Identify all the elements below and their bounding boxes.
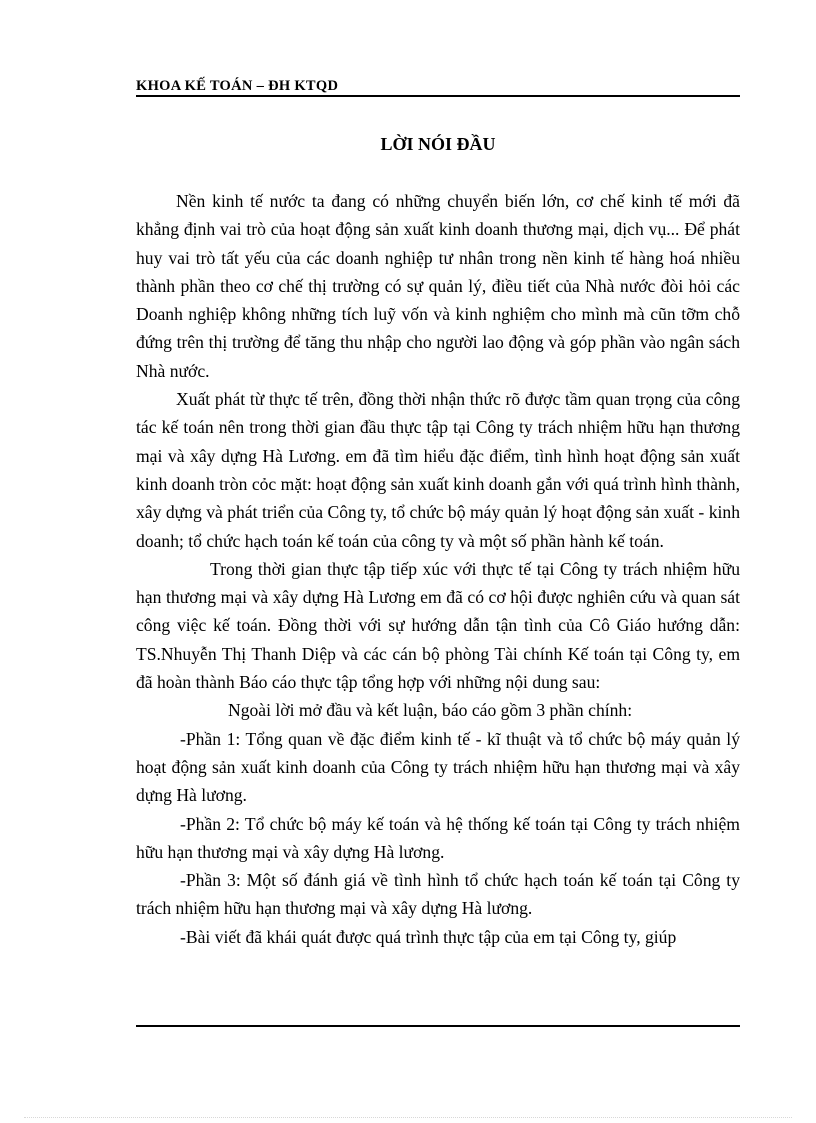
list-item-part-2: -Phần 2: Tổ chức bộ máy kế toán và hệ thống kế toán tại Công ty trách nhiệm hữu hạn thương mại và xây dựng Hà lương. <box>136 813 740 862</box>
paragraph-background: Xuất phát từ thực tế trên, đồng thời nhận thức rõ được tầm quan trọng của công tác kế toán nên trong thời gian đầu thực tập tại Công ty trách nhiệm hữu hạn thương mại và xây dựng Hà Lương. em đã tìm hiểu đặc điểm, tình hình hoạt động sản xuất kinh doanh tròn cỏc mặt: hoạt động sản xuất kinh doanh gắn với quá trình hình thành, xây dựng và phát triển của Công ty, tổ chức bộ máy quản lý hoạt động sản xuất - kinh doanh; tổ chức hạch toán kế toán của công ty và một số phần hành kế toán. <box>136 389 740 551</box>
paragraph-internship: Trong thời gian thực tập tiếp xúc với thực tế tại Công ty trách nhiệm hữu hạn thương mại và xây dựng Hà Lương em đã có cơ hội được nghiên cứu và quan sát công việc kế toán. Đồng thời với sự hướng dẫn tận tình của Cô Giáo hướng dẫn: TS.Nhuyễn Thị Thanh Diệp và các cán bộ phòng Tài chính Kế toán tại Công ty, em đã hoàn thành Báo cáo thực tập tổng hợp với những nội dung sau: <box>136 558 740 693</box>
footer-divider <box>136 1025 740 1027</box>
page-bottom-edge <box>24 1117 792 1118</box>
page-title: LỜI NÓI ĐẦU <box>380 134 496 154</box>
paragraph-intro: Nền kinh tế nước ta đang có những chuyển biến lớn, cơ chế kinh tế mới đã khẳng định vai trò của hoạt động sản xuất kinh doanh thương mại, dịch vụ... Để phát huy vai trò tất yếu của các doanh nghiệp tư nhân trong nền kinh tế hàng hoá nhiều thành phần theo cơ chế thị trường có sự quản lý, điều tiết của Nhà nước đòi hỏi các Doanh nghiệp không những tích luỹ vốn và kinh nghiệm cho mình mà cũn tỡm chỗ đứng trên thị trường để tăng thu nhập cho người lao động và góp phần vào ngân sách Nhà nước. <box>136 191 740 381</box>
paragraph-structure: Ngoài lời mở đầu và kết luận, báo cáo gồm 3 phần chính: <box>228 700 633 721</box>
paragraph-summary: -Bài viết đã khái quát được quá trình thực tập của em tại Công ty, giúp <box>180 926 677 947</box>
page-header: KHOA KẾ TOÁN – ĐH KTQD <box>136 78 339 94</box>
document-body <box>136 187 740 951</box>
list-item-part-1: -Phần 1: Tổng quan về đặc điểm kinh tế - kĩ thuật và tổ chức bộ máy quản lý hoạt động sản xuất kinh doanh của Công ty trách nhiệm hữu hạn thương mại và xây dựng Hà lương. <box>136 728 740 806</box>
list-item-part-3: -Phần 3: Một số đánh giá về tình hình tổ chức hạch toán kế toán tại Công ty trách nhiệm hữu hạn thương mại và xây dựng Hà lương. <box>136 870 740 919</box>
header-divider <box>136 95 740 97</box>
